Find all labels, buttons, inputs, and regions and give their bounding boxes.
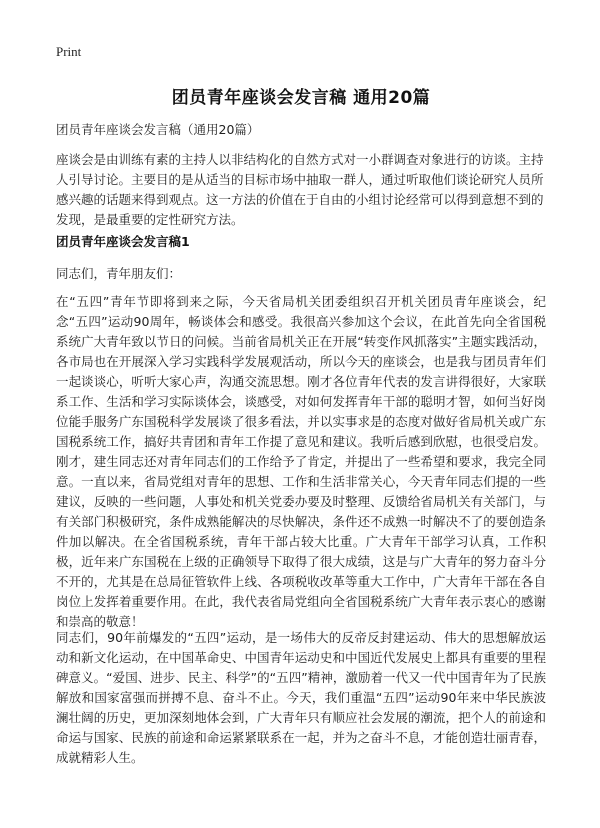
print-link[interactable]: Print (56, 44, 82, 59)
intro-paragraph: 座谈会是由训练有素的主持人以非结构化的自然方式对一小群调查对象进行的访谈。主持人引导讨论。主要目的是从适当的目标市场中抽取一群人，通过听取他们谈论研究人员所感兴趣的话题来得到观点。这一方法的价值在于自由的小组讨论经常可以得到意想不到的发现，是最重要的定性研究方法。 (56, 152, 544, 227)
body-paragraph: 在“五四”青年节即将到来之际，今天省局机关团委组织召开机关团员青年座谈会，纪念“五四”运动90周年，畅谈体会和感受。我很高兴参加这个会议，在此首先向全省国税系统广大青年致以节日的问候。当前省局机关正在开展“转变作风抓落实”主题实践活动，各市局也在开展深入学习实践科学发展观活动，所以今天的座谈会，也是我与团员青年们一起谈谈心，听听大家心声，沟通交流思想。刚才各位青年代表的发言讲得很好，大家联系工作、生活和学习实际谈体会，谈感受，对如何发挥青年干部的聪明才智，如何当好岗位能手服务广东国税科学发展谈了很多看法，并以实事求是的态度对做好省局机关或广东国税系统工作，搞好共青团和青年工作提了意见和建议。我听后感到欣慰，也很受启发。刚才，建生同志还对青年同志们的工作给予了肯定，并提出了一些希望和要求，我完全同意。一直以来，省局党组对青年的思想、工作和生活非常关心，今天青年同志们提的一些建议，反映的一些问题，人事处和机关党委办要及时整理、反馈给省局机关有关部门，与有关部门积极研究，条件成熟能解决的尽快解决，条件还不成熟一时解决不了的要创造条件加以解决。在全省国税系统，青年干部占较大比重。广大青年干部学习认真，工作积极，近年来广东国税在上级的正确领导下取得了很大成绩，这是与广大青年的努力奋斗分不开的，尤其是在总局征管软件上线、各项税收改革等重大工作中，广大青年干部在各自岗位上发挥着重要作用。在此，我代表省局党组向全省国税系统广大青年表示衷心的感谢和崇高的敬意！ (56, 294, 546, 629)
body-paragraph: 同志们，90年前爆发的“五四”运动，是一场伟大的反帝反封建运动、伟大的思想解放运动和新文化运动，在中国革命史、中国青年运动史和中国近代发展史上都具有重要的里程碑意义。“爱国、进步、民主、科学”的“五四”精神，激励着一代又一代中国青年为了民族解放和国家富强而拼搏不息、奋斗不止。今天，我们重温“五四”运动90年来中华民族波澜壮阔的历史，更加深刻地体会到，广大青年只有顺应社会发展的潮流，把个人的前途和命运与国家、民族的前途和命运紧紧联系在一起，并为之奋斗不息，才能创造壮丽青春，成就精彩人生。 (56, 630, 546, 765)
section-heading: 团员青年座谈会发言稿1 (56, 234, 190, 249)
page-title: 团员青年座谈会发言稿 通用20篇 (171, 88, 431, 108)
greeting: 同志们，青年朋友们： (56, 266, 182, 281)
document-subtitle: 团员青年座谈会发言稿（通用20篇） (56, 122, 260, 137)
